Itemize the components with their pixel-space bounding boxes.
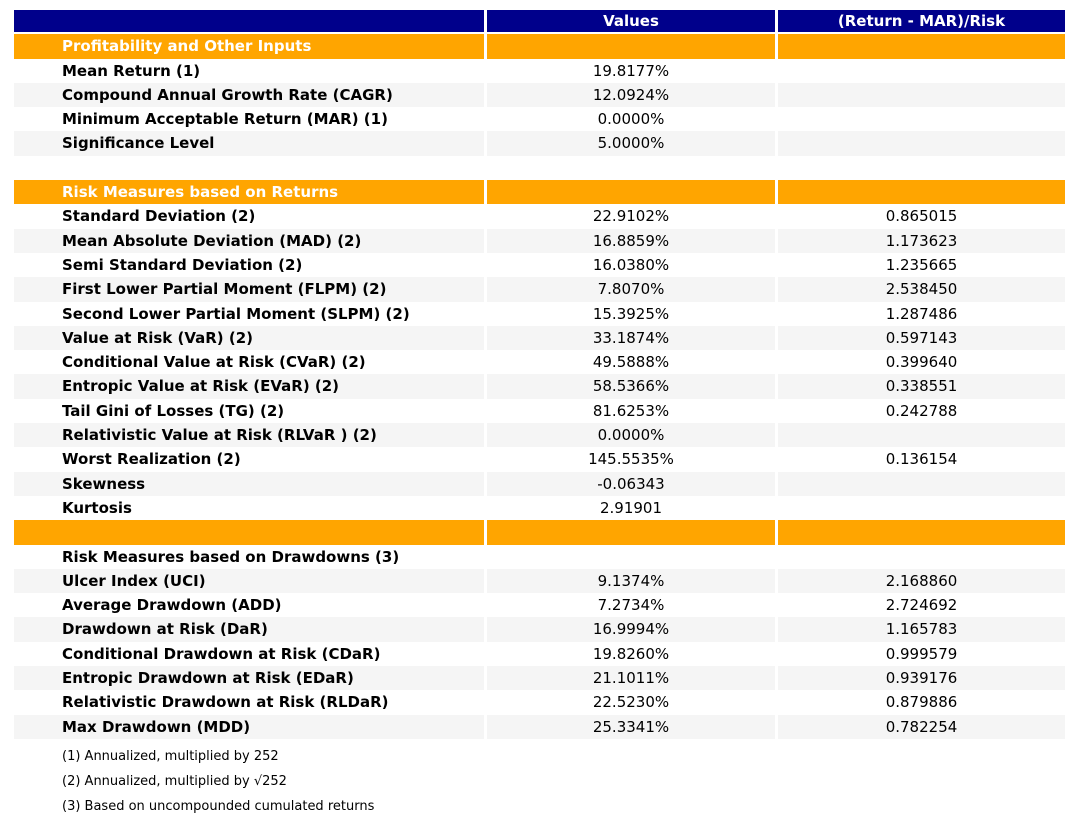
- table-row: [14, 569, 1065, 593]
- metric-value: 0.0000%: [487, 107, 778, 131]
- metric-value: 16.8859%: [487, 229, 778, 253]
- section-label: Profitability and Other Inputs: [14, 34, 487, 58]
- footnotes: [14, 744, 1014, 819]
- metric-value: 5.0000%: [487, 131, 778, 155]
- table-row: [14, 83, 1065, 107]
- metric-label: Max Drawdown (MDD): [14, 715, 487, 739]
- metric-value: [487, 34, 778, 58]
- footnote: (1) Annualized, multiplied by 252: [62, 749, 279, 764]
- metric-label: Significance Level: [14, 131, 487, 155]
- table-row: [14, 496, 1065, 520]
- table-row: [14, 277, 1065, 301]
- table-row: [14, 715, 1065, 739]
- metric-ratio: 0.939176: [778, 666, 1065, 690]
- metric-label: Worst Realization (2): [14, 447, 487, 471]
- metric-value: [487, 545, 778, 569]
- metric-label: Relativistic Drawdown at Risk (RLDaR): [14, 690, 487, 714]
- table-row: [14, 642, 1065, 666]
- metric-ratio: 0.879886: [885, 693, 958, 712]
- metric-label: Average Drawdown (ADD): [14, 593, 487, 617]
- table-row: [14, 107, 1065, 131]
- metric-value: [487, 156, 778, 180]
- metric-value: 9.1374%: [487, 569, 778, 593]
- table-row: [14, 326, 1065, 350]
- footnote: (2) Annualized, multiplied by √252: [62, 774, 287, 789]
- table-row: [14, 666, 1065, 690]
- footnote: (3) Based on uncompounded cumulated returns: [62, 799, 375, 814]
- metric-ratio: 1.235665: [885, 255, 958, 274]
- metric-label: Entropic Value at Risk (EVaR) (2): [14, 374, 487, 398]
- metric-value: 0.0000%: [487, 423, 778, 447]
- metric-label: Standard Deviation (2): [14, 204, 487, 228]
- section-row: [14, 34, 1065, 58]
- metric-label: Skewness: [14, 472, 487, 496]
- metric-value: 15.3925%: [487, 302, 778, 326]
- table-row: [14, 593, 1065, 617]
- metric-label: Semi Standard Deviation (2): [14, 253, 487, 277]
- section-label: [14, 520, 487, 544]
- section-label: Risk Measures based on Returns: [14, 180, 487, 204]
- metric-label: Entropic Drawdown at Risk (EDaR): [14, 666, 487, 690]
- metric-value: 49.5888%: [487, 350, 778, 374]
- table-row: [14, 253, 1065, 277]
- metric-ratio: [778, 83, 1065, 107]
- metric-ratio: 2.168860: [778, 569, 1065, 593]
- metric-label: Tail Gini of Losses (TG) (2): [14, 399, 487, 423]
- metric-value: 58.5366%: [487, 374, 778, 398]
- metric-value: 2.91901: [487, 496, 778, 520]
- metric-label: Drawdown at Risk (DaR): [14, 617, 487, 641]
- plain-section-row: [14, 545, 1065, 569]
- metric-ratio: [778, 131, 1065, 155]
- metric-ratio: [778, 156, 1065, 180]
- metric-ratio: 2.724692: [885, 596, 958, 615]
- metric-ratio: 0.338551: [778, 374, 1065, 398]
- metric-label: Mean Return (1): [14, 59, 487, 83]
- metric-ratio: [778, 107, 1065, 131]
- section-row: [14, 180, 1065, 204]
- metric-value: [487, 180, 778, 204]
- metric-label: First Lower Partial Moment (FLPM) (2): [14, 277, 487, 301]
- table-row: [14, 399, 1065, 423]
- metric-value: 145.5535%: [487, 447, 778, 471]
- metric-ratio: 0.782254: [778, 715, 1065, 739]
- metric-ratio: 0.999579: [885, 644, 958, 663]
- table-row: [14, 472, 1065, 496]
- metric-value: 7.8070%: [487, 277, 778, 301]
- metric-label: Ulcer Index (UCI): [14, 569, 487, 593]
- metric-ratio: [778, 545, 1065, 569]
- metric-ratio: [778, 496, 1065, 520]
- metric-label: Relativistic Value at Risk (RLVaR ) (2): [14, 423, 487, 447]
- table-row: [14, 350, 1065, 374]
- metric-label: Conditional Drawdown at Risk (CDaR): [14, 642, 487, 666]
- metric-value: 25.3341%: [487, 715, 778, 739]
- header-metric-column: [14, 10, 487, 32]
- metric-value: 12.0924%: [487, 83, 778, 107]
- metric-ratio: 0.399640: [885, 353, 958, 372]
- table-row: [14, 374, 1065, 398]
- table-row: [14, 447, 1065, 471]
- metric-value: 81.6253%: [487, 399, 778, 423]
- metric-label: Kurtosis: [14, 496, 487, 520]
- header-values-column: Values: [487, 10, 778, 32]
- metric-ratio: 1.165783: [778, 617, 1065, 641]
- metric-value: 7.2734%: [487, 593, 778, 617]
- metric-ratio: 1.287486: [885, 304, 958, 323]
- table-row: [14, 204, 1065, 228]
- metric-value: -0.06343: [487, 472, 778, 496]
- table-row: [14, 423, 1065, 447]
- header-return-mar-risk-column: (Return - MAR)/Risk: [778, 10, 1065, 32]
- table-row: [14, 131, 1065, 155]
- metric-label: Second Lower Partial Moment (SLPM) (2): [14, 302, 487, 326]
- metric-value: 21.1011%: [487, 666, 778, 690]
- section-row: [14, 520, 1065, 544]
- metric-value: 16.0380%: [487, 253, 778, 277]
- metric-ratio: 0.136154: [885, 450, 958, 469]
- metric-ratio: 0.865015: [885, 207, 958, 226]
- metric-ratio: 0.597143: [778, 326, 1065, 350]
- metric-value: 19.8260%: [487, 642, 778, 666]
- metric-label: Mean Absolute Deviation (MAD) (2): [14, 229, 487, 253]
- metric-label: Conditional Value at Risk (CVaR) (2): [14, 350, 487, 374]
- metric-value: 33.1874%: [487, 326, 778, 350]
- table-row: [14, 59, 1065, 83]
- metric-ratio: [778, 34, 1065, 58]
- metric-value: [487, 520, 778, 544]
- table-header-row: [14, 10, 1065, 34]
- metric-value: 22.5230%: [487, 690, 778, 714]
- metric-ratio: [778, 423, 1065, 447]
- risk-report-table: [14, 10, 1065, 739]
- metric-ratio: [778, 472, 1065, 496]
- metric-value: 19.8177%: [487, 59, 778, 83]
- metric-ratio: 2.538450: [778, 277, 1065, 301]
- metric-label: Value at Risk (VaR) (2): [14, 326, 487, 350]
- metric-ratio: 0.242788: [885, 401, 958, 420]
- metric-ratio: [778, 520, 1065, 544]
- table-row: [14, 690, 1065, 714]
- table-row: [14, 229, 1065, 253]
- metric-ratio: [778, 59, 1065, 83]
- metric-label: Compound Annual Growth Rate (CAGR): [14, 83, 487, 107]
- metric-value: 16.9994%: [487, 617, 778, 641]
- table-row: [14, 617, 1065, 641]
- metric-ratio: [778, 180, 1065, 204]
- section-label: Risk Measures based on Drawdowns (3): [14, 545, 487, 569]
- metric-label: Minimum Acceptable Return (MAR) (1): [14, 107, 487, 131]
- table-row: [14, 302, 1065, 326]
- section-label: [14, 156, 487, 180]
- spacer-row: [14, 156, 1065, 180]
- metric-ratio: 1.173623: [778, 229, 1065, 253]
- metric-value: 22.9102%: [487, 204, 778, 228]
